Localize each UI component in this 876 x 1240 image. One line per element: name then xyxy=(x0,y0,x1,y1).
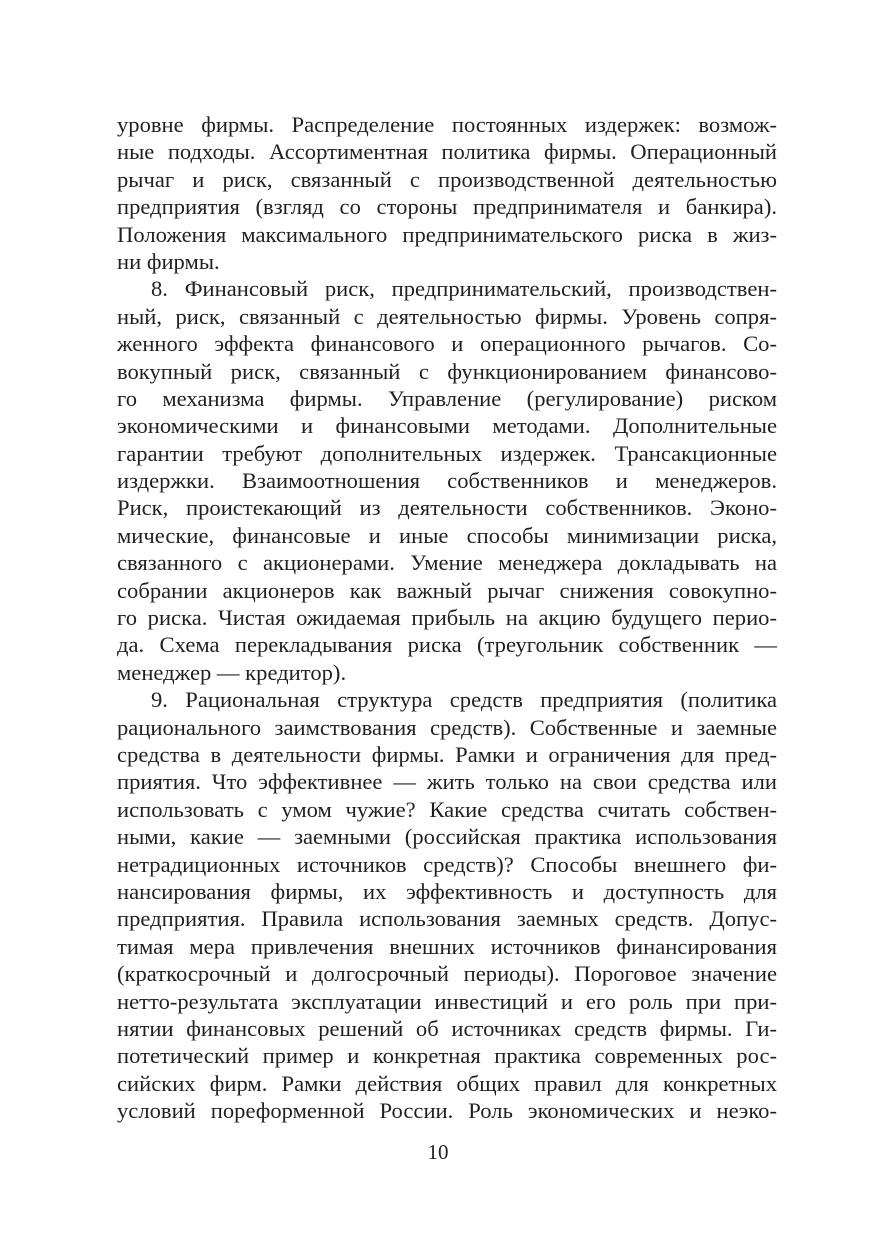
text-line: связанного с акционерами. Умение менеджера докладывать на xyxy=(117,550,777,576)
text-line: ными, какие — заемными (российская практика использования xyxy=(117,824,777,850)
text-line: экономическими и финансовыми методами. Дополнительные xyxy=(117,413,777,439)
text-line: нетто-результата эксплуатации инвестиций и его роль при при- xyxy=(117,988,777,1014)
text-line: ные подходы. Ассортиментная политика фирмы. Операционный xyxy=(117,139,777,165)
text-line: мические, финансовые и иные способы минимизации риска, xyxy=(117,522,777,548)
text-line: го механизма фирмы. Управление (регулирование) риском xyxy=(117,385,777,411)
text-line: рычаг и риск, связанный с производственной деятельностью xyxy=(117,166,777,192)
text-line: Положения максимального предпринимательского риска в жиз- xyxy=(117,221,777,247)
text-line: 8. Финансовый риск, предпринимательский, производствен- xyxy=(151,276,777,302)
text-line: женного эффекта финансового и операционного рычагов. Со- xyxy=(117,331,777,357)
text-line: да. Схема перекладывания риска (треугольник собственник — xyxy=(117,632,777,658)
page-number: 10 xyxy=(427,1140,449,1164)
text-line: рационального заимствования средств). Собственные и заемные xyxy=(117,714,777,740)
text-line: ни фирмы. xyxy=(117,248,220,274)
text-line: средства в деятельности фирмы. Рамки и ограничения для пред- xyxy=(117,741,777,767)
text-line: потетический пример и конкретная практика современных рос- xyxy=(117,1043,777,1069)
text-line: использовать с умом чужие? Какие средства считать собствен- xyxy=(117,796,777,822)
text-line: гарантии требуют дополнительных издержек. Трансакционные xyxy=(117,440,777,466)
text-line: вокупный риск, связанный с функционированием финансово- xyxy=(117,358,777,384)
text-line: Риск, проистекающий из деятельности собственников. Эконо- xyxy=(117,495,777,521)
text-line: собрании акционеров как важный рычаг снижения совокупно- xyxy=(117,577,777,603)
text-line: предприятия (взгляд со стороны предпринимателя и банкира). xyxy=(117,194,777,220)
text-line: нятии финансовых решений об источниках средств фирмы. Ги- xyxy=(117,1015,777,1041)
paragraph xyxy=(117,111,777,275)
text-line: приятия. Что эффективнее — жить только на свои средства или xyxy=(117,769,777,795)
text-line: предприятия. Правила использования заемных средств. Допус- xyxy=(117,906,777,932)
text-line: сийских фирм. Рамки действия общих правил для конкретных xyxy=(117,1070,777,1096)
text-line: нансирования фирмы, их эффективность и доступность для xyxy=(117,878,777,904)
text-line: го риска. Чистая ожидаемая прибыль на акцию будущего перио- xyxy=(117,605,777,631)
paragraph xyxy=(117,275,777,686)
text-line: ный, риск, связанный с деятельностью фирмы. Уровень сопря- xyxy=(117,303,777,329)
text-line: 9. Рациональная структура средств предприятия (политика xyxy=(151,687,777,713)
paragraph xyxy=(117,686,777,1124)
text-line: нетрадиционных источников средств)? Способы внешнего фи- xyxy=(117,851,777,877)
text-line: тимая мера привлечения внешних источников финансирования xyxy=(117,933,777,959)
text-line: условий пореформенной России. Роль экономических и неэко- xyxy=(117,1098,777,1124)
text-line: уровне фирмы. Распределение постоянных издержек: возмож- xyxy=(117,112,777,137)
text-line: (краткосрочный и долгосрочный периоды). Пороговое значение xyxy=(117,961,777,987)
body-text xyxy=(117,111,777,1124)
text-line: менеджер — кредитор). xyxy=(117,659,347,685)
text-line: издержки. Взаимоотношения собственников и менеджеров. xyxy=(117,468,777,494)
